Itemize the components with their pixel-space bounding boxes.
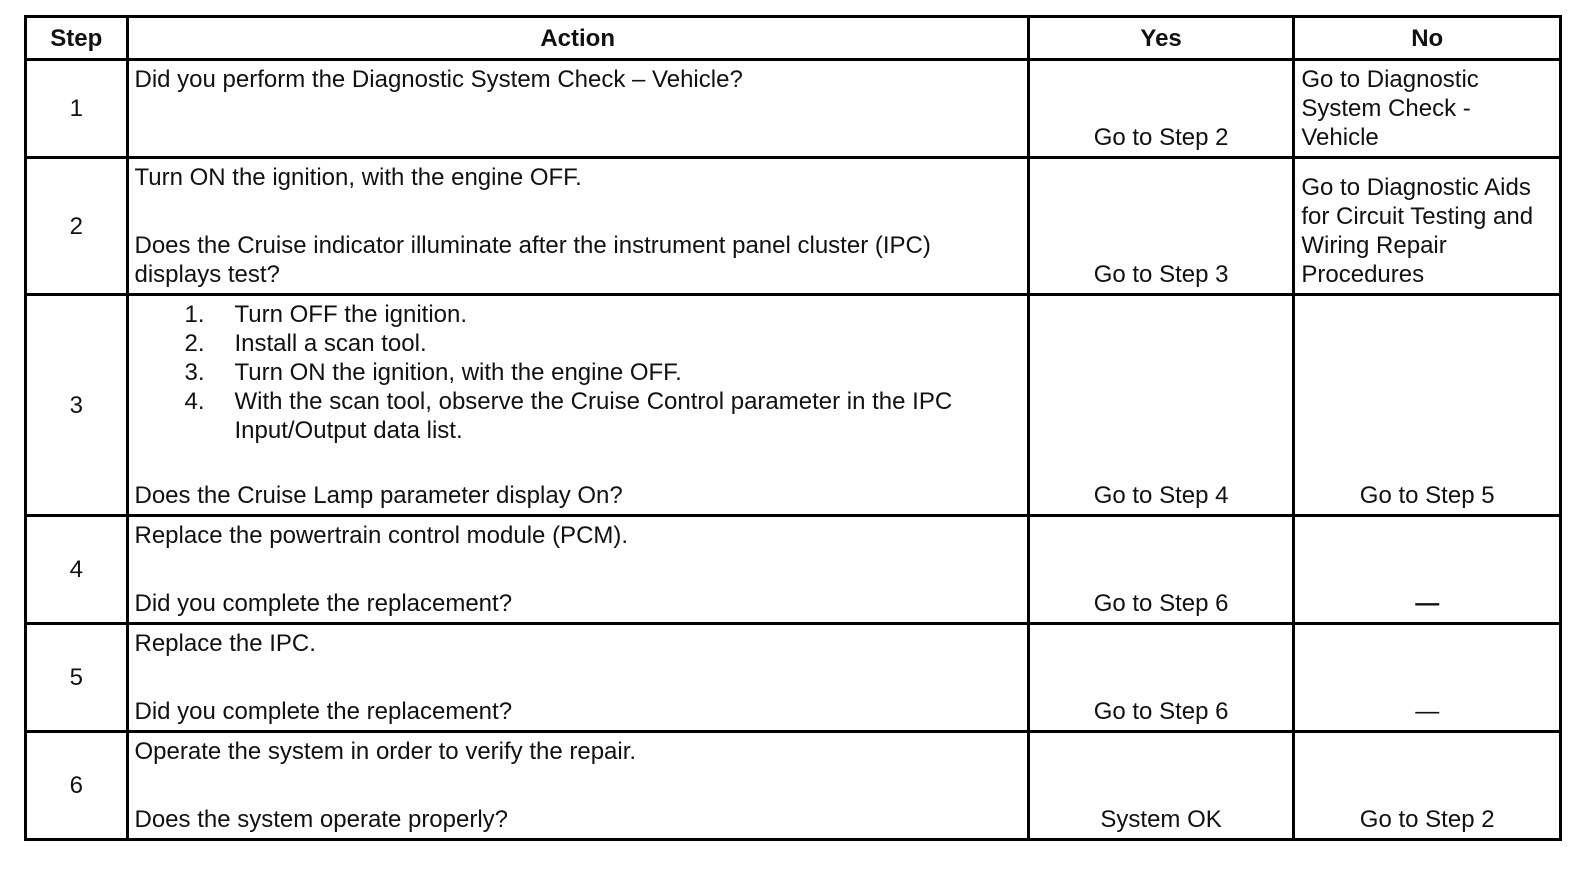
table-row [26,60,1561,158]
table-row [26,158,1561,295]
table-row [26,624,1561,732]
column-header-yes: Yes [1028,17,1294,60]
no-cell: — [1294,516,1561,624]
yes-cell: Go to Step 6 [1028,516,1294,624]
action-question: Does the Cruise Lamp parameter display On? [134,482,623,509]
step-number: 5 [26,624,128,732]
step-number: 6 [26,732,128,840]
yes-cell: Go to Step 4 [1028,295,1294,516]
no-cell: Go to Diagnostic System Check - Vehicle [1294,60,1561,158]
list-item: 3. Turn ON the ignition, with the engine OFF. [184,359,682,386]
no-cell: — [1294,624,1561,732]
substep-list [135,300,1019,445]
yes-cell: System OK [1028,732,1294,840]
yes-cell: Go to Step 6 [1028,624,1294,732]
action-question: Does the Cruise indicator illuminate after the instrument panel cluster (IPC) displays test? [134,232,931,288]
yes-cell: Go to Step 2 [1028,60,1294,158]
table-header-row [26,17,1561,60]
list-item: 4. With the scan tool, observe the Cruise Control parameter in the IPC Input/Output data list. [184,388,953,444]
action-cell [127,60,1028,158]
step-number: 1 [26,60,128,158]
table-row [26,295,1561,516]
table-row [26,516,1561,624]
action-prompt: Operate the system in order to verify the repair. [134,738,637,765]
action-question: Did you perform the Diagnostic System Check – Vehicle? [134,66,743,93]
action-question: Does the system operate properly? [134,806,509,833]
action-cell [127,516,1028,624]
action-cell [127,624,1028,732]
column-header-action: Action [127,17,1028,60]
list-item: 2. Install a scan tool. [184,330,427,357]
action-question: Did you complete the replacement? [134,698,513,725]
action-cell [127,158,1028,295]
step-number: 3 [26,295,128,516]
action-question: Did you complete the replacement? [134,590,513,617]
step-number: 4 [26,516,128,624]
action-prompt: Turn ON the ignition, with the engine OFF. [134,164,582,191]
column-header-no: No [1294,17,1561,60]
column-header-step: Step [26,17,128,60]
action-prompt: Replace the powertrain control module (PCM). [134,522,629,549]
diagnostic-table [24,15,1562,841]
table-row [26,732,1561,840]
step-number: 2 [26,158,128,295]
action-cell [127,295,1028,516]
action-prompt: Replace the IPC. [134,630,316,657]
no-cell: Go to Step 5 [1294,295,1561,516]
yes-cell: Go to Step 3 [1028,158,1294,295]
list-item: 1. Turn OFF the ignition. [184,301,468,328]
no-cell: Go to Diagnostic Aids for Circuit Testing and Wiring Repair Procedures [1294,158,1561,295]
no-cell: Go to Step 2 [1294,732,1561,840]
action-cell [127,732,1028,840]
